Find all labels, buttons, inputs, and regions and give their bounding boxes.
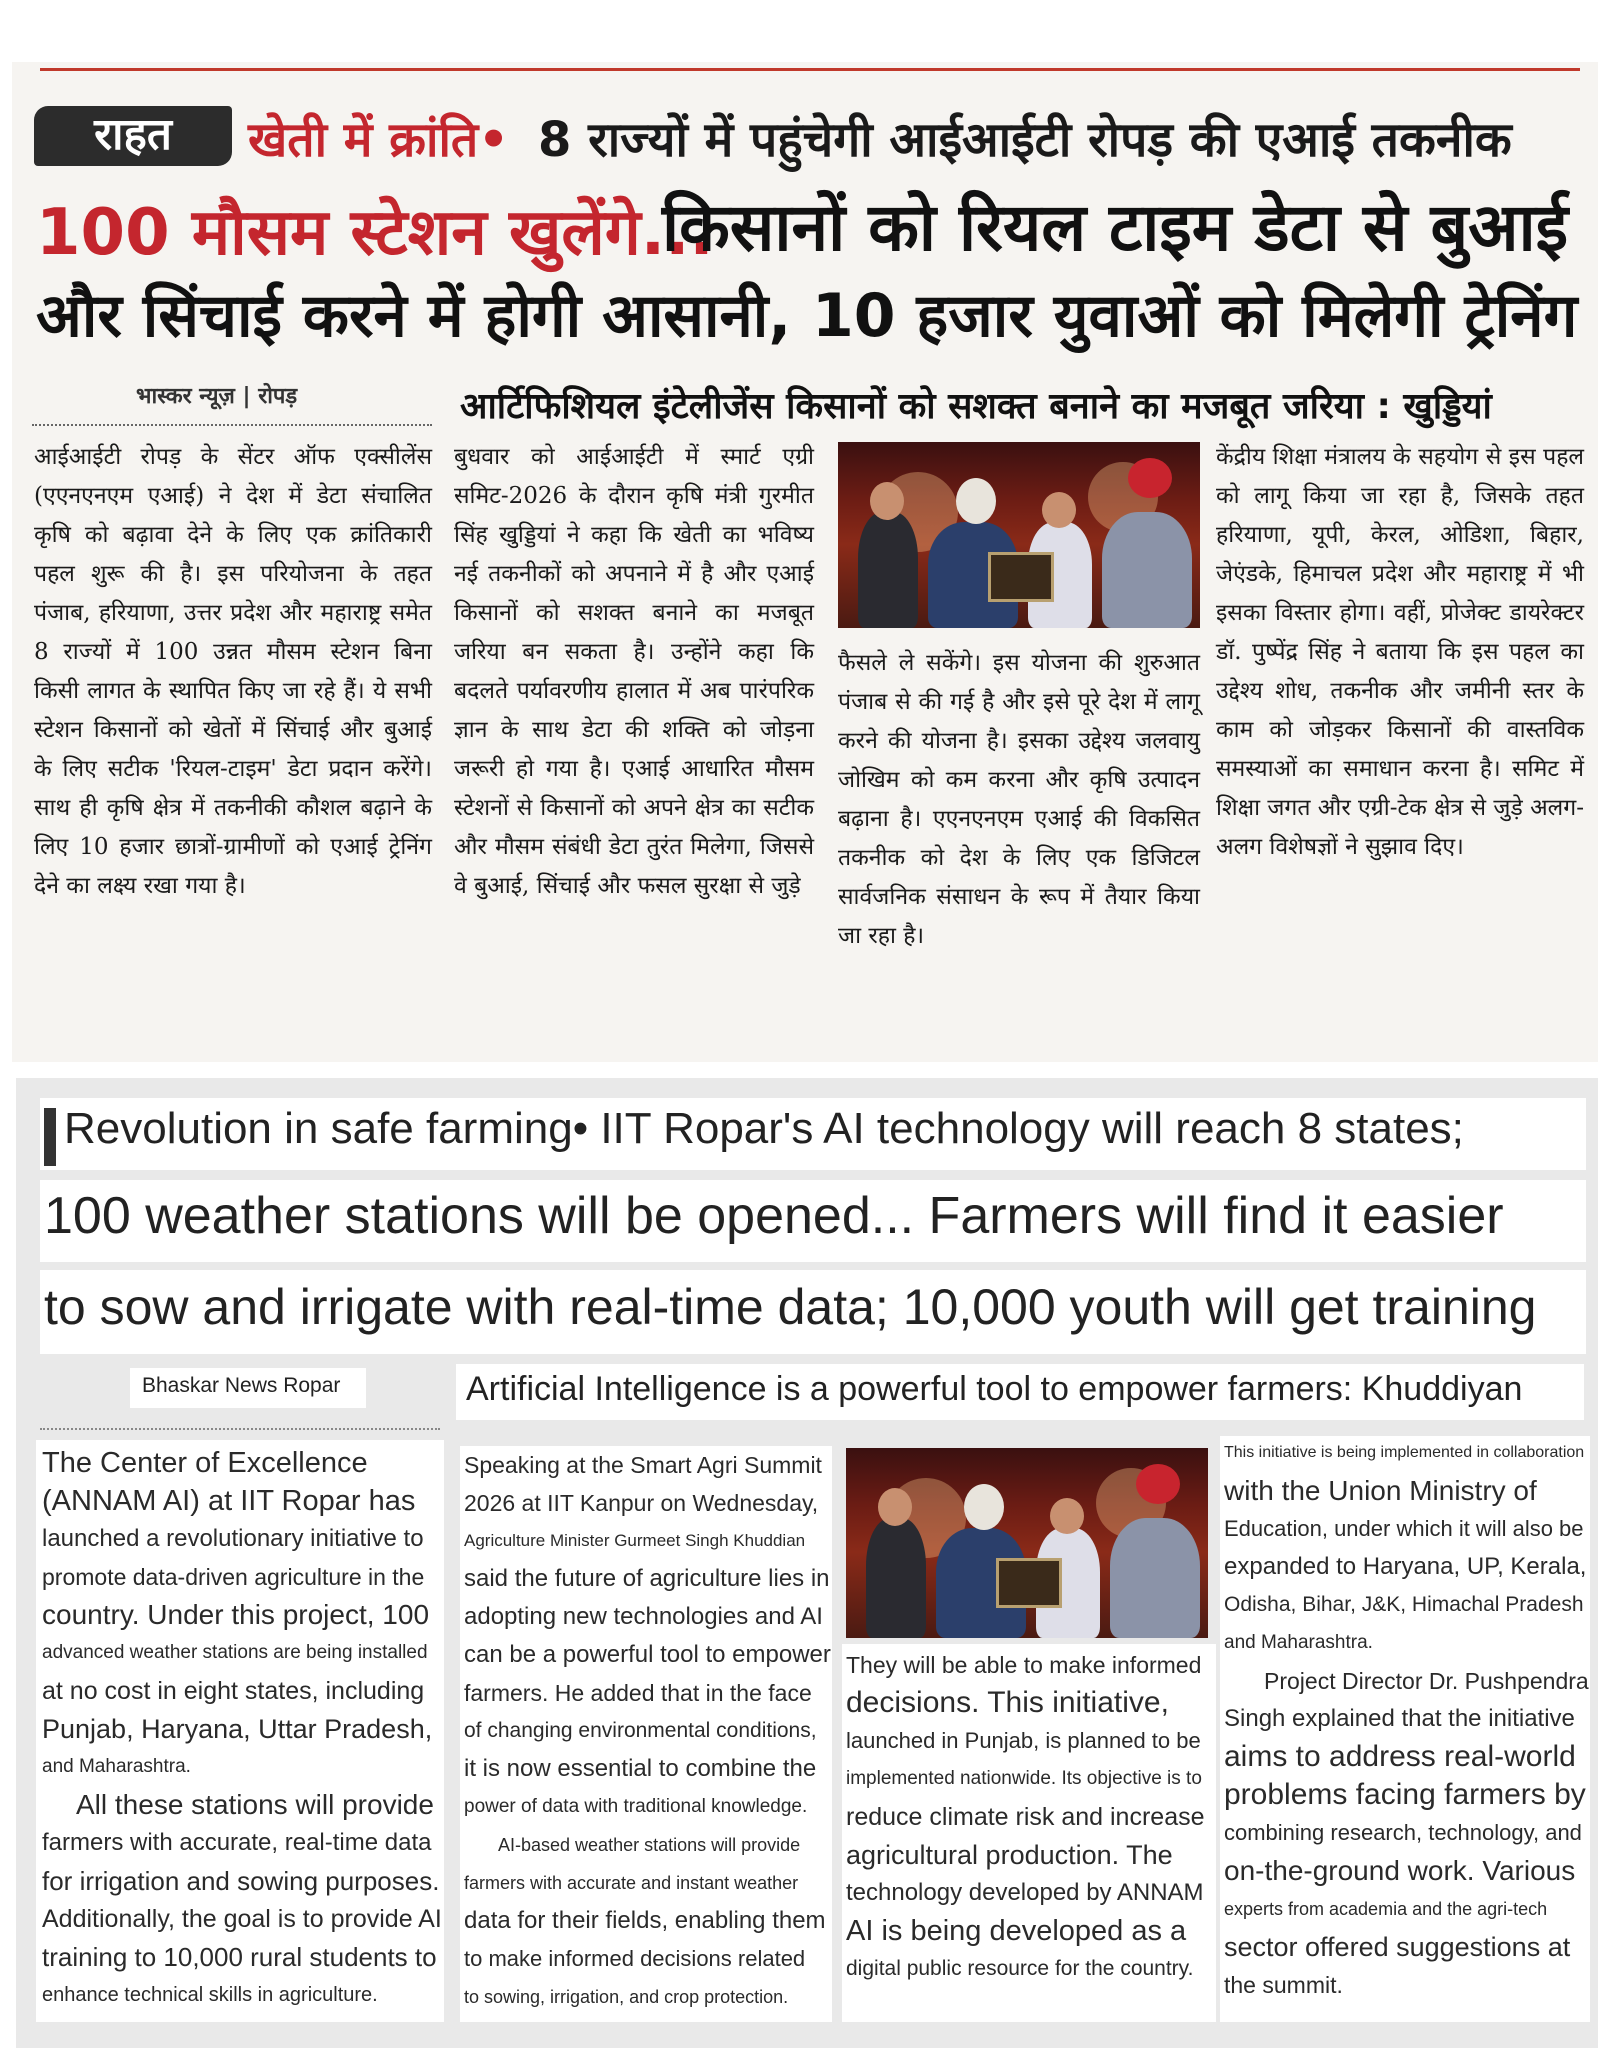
col2-line: AI-based weather stations will provide: [498, 1835, 801, 1855]
english-headline-3: to sow and irrigate with real-time data; 10,000 youth will get training: [44, 1279, 1537, 1335]
col3-line: implemented nationwide. Its objective is to: [846, 1768, 1202, 1789]
english-column-4: [1224, 1434, 1590, 2004]
col4-line: problems facing farmers by: [1224, 1778, 1586, 1811]
col4-line: This initiative is being implemented in collaboration: [1224, 1444, 1585, 1461]
col2-line: data for their fields, enabling them: [464, 1907, 826, 1934]
hindi-column-2: बुधवार को आईआईटी में स्मार्ट एग्री समिट-2026 के दौरान कृषि मंत्री गुरमीत सिंह खुड्डियां ने कहा कि खेती का भविष्य नई तकनीकों को अपनाने में है और एआई किसानों को सशक्त बनाने का मजबूत जरिया बन सकता है। उन्होंने कहा कि बदलते पर्यावरणीय हालात में अब पारंपरिक ज्ञान के साथ डेटा की शक्ति को जोड़ना जरूरी हो गया है। एआई आधारित मौसम स्टेशनों से किसानों को अपने क्षेत्र का सटीक और मौसम संबंधी डेटा तुरंत मिलेगा, जिससे वे बुआई, सिंचाई और फसल सुरक्षा से जुड़े: [454, 444, 814, 899]
col4-line: Project Director Dr. Pushpendra: [1264, 1668, 1589, 1694]
english-summit-photo: [846, 1448, 1208, 1638]
col1-line: farmers with accurate, real-time data: [42, 1829, 432, 1856]
col1-line: The Center of Excellence: [42, 1447, 368, 1479]
col1-line: enhance technical skills in agriculture.: [42, 1984, 378, 2006]
col4-line: Odisha, Bihar, J&K, Himachal Pradesh: [1224, 1593, 1584, 1616]
subheadline: आर्टिफिशियल इंटेलीजेंस किसानों को सशक्त बनाने का मजबूत जरिया : खुड्डियां: [460, 386, 1492, 427]
headline-line-3: और सिंचाई करने में होगी आसानी, 10 हजार युवाओं को मिलेगी ट्रेनिंग: [36, 281, 1578, 351]
hindi-column-3: फैसले ले सकेंगे। इस योजना की शुरुआत पंजाब से की गई है और इसे पूरे देश में लागू करने की योजना है। इसका उद्देश्य जलवायु जोखिम को कम करना और कृषि उत्पादन बढ़ाना है। एएनएनएम एआई की विकसित तकनीक को देश के लिए एक डिजिटल सार्वजनिक संसाधन के रूप में तैयार किया जा रहा है।: [838, 650, 1200, 949]
col3-line: decisions. This initiative,: [846, 1686, 1169, 1719]
english-headline-2: 100 weather stations will be opened... Farmers will find it easier: [44, 1187, 1504, 1245]
english-translation: [16, 1078, 1598, 2048]
col2-line: to sowing, irrigation, and crop protection.: [464, 1987, 789, 2007]
col2-line: power of data with traditional knowledge.: [464, 1796, 808, 1817]
english-column-1: [42, 1444, 442, 2014]
col1-line: launched a revolutionary initiative to: [42, 1525, 424, 1552]
top-rule: [40, 68, 1580, 71]
col2-line: to make informed decisions related: [464, 1946, 806, 1971]
hindi-column-4: केंद्रीय शिक्षा मंत्रालय के सहयोग से इस पहल को लागू किया जा रहा है, जिसके तहत हरियाणा, यूपी, केरल, ओडिशा, बिहार, जेएंडके, हिमाचल प्रदेश और महाराष्ट्र में भी इसका विस्तार होगा। वहीं, प्रोजेक्ट डायरेक्टर डॉ. पुष्पेंद्र सिंह ने बताया कि इस पहल का उद्देश्य शोध, तकनीक और जमीनी स्तर के काम को जोड़कर किसानों की वास्तविक समस्याओं का समाधान करना है। समिट में शिक्षा जगत और एग्री-टेक क्षेत्र से जुड़े अलग-अलग विशेषज्ञों ने सुझाव दिए।: [1216, 444, 1584, 860]
col2-line: farmers with accurate and instant weather: [464, 1873, 799, 1893]
english-column-3: [846, 1646, 1216, 1988]
col1-line: country. Under this project, 100: [42, 1599, 430, 1630]
col2-line: of changing environmental conditions,: [464, 1719, 817, 1742]
col1-line: Punjab, Haryana, Uttar Pradesh,: [42, 1714, 433, 1744]
col2-line: 2026 at IIT Kanpur on Wednesday,: [464, 1490, 819, 1516]
col1-line: advanced weather stations are being installed: [42, 1642, 428, 1663]
english-headline-1: Revolution in safe farming• IIT Ropar's AI technology will reach 8 states;: [64, 1104, 1464, 1153]
col2-line: farmers. He added that in the face: [464, 1680, 812, 1706]
col2-line: said the future of agriculture lies in: [464, 1565, 830, 1592]
col3-line: They will be able to make informed: [846, 1652, 1202, 1678]
headline-kicker: खेती में क्रांति•: [248, 112, 509, 168]
col4-line: with the Union Ministry of: [1224, 1475, 1537, 1506]
col2-line: Speaking at the Smart Agri Summit: [464, 1452, 822, 1478]
col4-line: the summit.: [1224, 1972, 1343, 1998]
headline-line-2: किसानों को रियल टाइम डेटा से बुआई: [662, 189, 1569, 266]
hindi-column-1: आईआईटी रोपड़ के सेंटर ऑफ एक्सीलेंस (एएनएनएम एआई) ने देश में डेटा संचालित कृषि को बढ़ावा देने के लिए एक क्रांतिकारी पहल शुरू की है। इस परियोजना के तहत पंजाब, हरियाणा, उत्तर प्रदेश और महाराष्ट्र समेत 8 राज्यों में 100 उन्नत मौसम स्टेशन बिना किसी लागत के स्थापित किए जा रहे हैं। ये सभी स्टेशन किसानों को खेतों में सिंचाई और बुआई के लिए सटीक 'रियल-टाइम' डेटा प्रदान करेंगे। साथ ही कृषि क्षेत्र में तकनीकी कौशल बढ़ाने के लिए 10 हजार छात्रों-ग्रामीणों को एआई ट्रेनिंग देने का लक्ष्य रखा गया है।: [34, 444, 432, 899]
rahat-tag: राहत: [34, 106, 232, 166]
col1-line: All these stations will provide: [76, 1789, 434, 1820]
col1-line: Additionally, the goal is to provide AI: [42, 1905, 442, 1933]
col3-line: technology developed by ANNAM: [846, 1879, 1204, 1906]
col4-line: experts from academia and the agri-tech: [1224, 1899, 1548, 1919]
col2-line: adopting new technologies and AI: [464, 1603, 823, 1630]
hindi-clipping: [12, 62, 1598, 1062]
col4-line: sector offered suggestions at: [1224, 1932, 1571, 1962]
col2-line: Agriculture Minister Gurmeet Singh Khuddian: [464, 1531, 806, 1550]
col4-line: expanded to Haryana, UP, Kerala,: [1224, 1553, 1587, 1580]
col1-line: (ANNAM AI) at IIT Ropar has: [42, 1485, 416, 1517]
byline-divider: [32, 424, 432, 426]
col1-line: for irrigation and sowing purposes.: [42, 1866, 440, 1896]
col1-line: training to 10,000 rural students to: [42, 1942, 437, 1972]
col2-line: can be a powerful tool to empower: [464, 1641, 831, 1668]
english-byline: Bhaskar News Ropar: [142, 1374, 341, 1397]
memento-plaque: [996, 1558, 1062, 1608]
col4-line: combining research, technology, and: [1224, 1820, 1582, 1845]
english-column-2: [464, 1446, 832, 2016]
col4-line: and Maharashtra.: [1224, 1632, 1373, 1653]
col4-line: Education, under which it will also be: [1224, 1516, 1584, 1541]
col3-line: reduce climate risk and increase: [846, 1803, 1205, 1831]
col3-line: agricultural production. The: [846, 1840, 1173, 1870]
col1-line: and Maharashtra.: [42, 1756, 191, 1777]
col4-line: aims to address real-world: [1224, 1740, 1576, 1773]
col3-line: AI is being developed as a: [846, 1915, 1187, 1947]
col2-line: it is now essential to combine the: [464, 1755, 817, 1782]
headline-marker: [44, 1108, 56, 1166]
col4-line: Singh explained that the initiative: [1224, 1705, 1575, 1732]
english-byline-divider: [40, 1428, 440, 1430]
headline-line-1: 8 राज्यों में पहुंचेगी आईआईटी रोपड़ की एआई तकनीक: [538, 112, 1512, 168]
english-subheadline: Artificial Intelligence is a powerful tool to empower farmers: Khuddiyan: [466, 1370, 1523, 1408]
memento-plaque: [988, 552, 1054, 602]
byline: भास्कर न्यूज़ | रोपड़: [136, 384, 298, 409]
col1-line: promote data-driven agriculture in the: [42, 1564, 425, 1590]
col4-line: on-the-ground work. Various: [1224, 1855, 1576, 1886]
col3-line: launched in Punjab, is planned to be: [846, 1728, 1201, 1753]
headline-red: 100 मौसम स्टेशन खुलेंगे...: [36, 196, 714, 270]
col3-line: digital public resource for the country.: [846, 1957, 1194, 1980]
col1-line: at no cost in eight states, including: [42, 1677, 425, 1705]
summit-photo: [838, 442, 1200, 628]
